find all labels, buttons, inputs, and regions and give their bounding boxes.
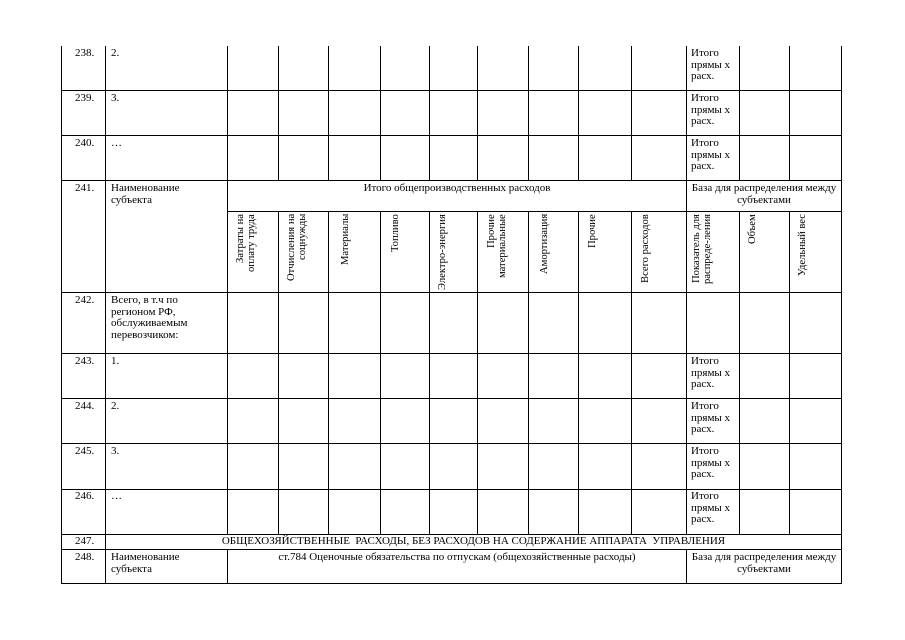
row-246-total: Итого прямы х расх. <box>691 490 731 526</box>
col-fuel: Топливо <box>390 214 401 252</box>
row-244-name: 2. <box>111 400 120 412</box>
row-243-number: 243. <box>75 355 95 367</box>
row-245-number: 245. <box>75 445 95 457</box>
col-materials: Материалы <box>340 214 351 266</box>
row-243-name: 1. <box>111 355 120 367</box>
col-distribution-indicator: Показатель для распреде-ления <box>691 214 713 285</box>
col-volume: Объем <box>747 214 758 244</box>
row-239-total: Итого прямы х расх. <box>691 92 731 128</box>
row-240-name: … <box>111 137 122 149</box>
col-depreciation: Амортизация <box>539 214 550 275</box>
row-240-number: 240. <box>75 137 95 149</box>
row-243-total: Итого прямы х расх. <box>691 355 731 391</box>
col-share: Удельный вес <box>797 214 808 276</box>
overhead-title: Итого общепроизводственных расходов <box>363 182 551 194</box>
general-expenses-heading: ОБЩЕХОЗЯЙСТВЕННЫЕ РАСХОДЫ, БЕЗ РАСХОДОВ НА СОДЕРЖАНИЕ АППАРАТА УПРАВЛЕНИЯ <box>221 535 726 547</box>
row-239-name: 3. <box>111 92 120 104</box>
row-247-number: 247. <box>75 535 95 547</box>
row-245-name: 3. <box>111 445 120 457</box>
distribution-base-title-2: База для распределения между субъектами <box>691 551 837 575</box>
col-labor-cost: Затраты на оплату труда <box>235 214 257 272</box>
col-electricity: Электро-энергия <box>437 214 448 290</box>
distribution-base-title: База для распределения между субъектами <box>691 182 837 206</box>
row-238-number: 238. <box>75 47 95 59</box>
col-other: Прочие <box>587 214 598 248</box>
row-246-number: 246. <box>75 490 95 502</box>
col-social-contributions: Отчисления на соцнужды <box>286 214 308 282</box>
row-238-total: Итого прямы х расх. <box>691 47 731 83</box>
row-239-number: 239. <box>75 92 95 104</box>
row-246-name: … <box>111 490 122 502</box>
row-241-name: Наименование субъекта <box>111 182 180 206</box>
col-total-expenses: Всего расходов <box>640 214 651 283</box>
row-242-number: 242. <box>75 294 95 306</box>
col-other-materials: Прочие материальные <box>486 214 508 278</box>
row-238-name: 2. <box>111 47 120 59</box>
row-241-number: 241. <box>75 182 95 194</box>
row-248-name: Наименование субъекта <box>111 551 180 575</box>
row-244-total: Итого прямы х расх. <box>691 400 731 436</box>
row-248-number: 248. <box>75 551 95 563</box>
vacation-provisions-title: ст.784 Оценочные обязательства по отпускам (общехозяйственные расходы) <box>278 551 636 563</box>
row-245-total: Итого прямы х расх. <box>691 445 731 481</box>
row-242-name: Всего, в т.ч по регионом РФ, обслуживаемым перевозчиком: <box>111 294 188 341</box>
row-240-total: Итого прямы х расх. <box>691 137 731 173</box>
row-244-number: 244. <box>75 400 95 412</box>
